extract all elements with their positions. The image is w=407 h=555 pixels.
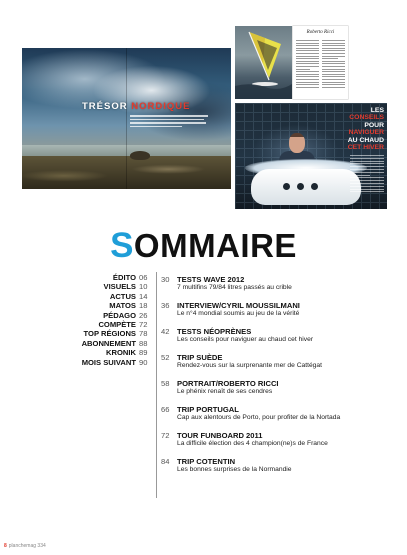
index-page: 14 bbox=[139, 291, 148, 301]
index-row[interactable] bbox=[70, 311, 154, 320]
feature-title: TESTS WAVE 2012 bbox=[177, 275, 245, 284]
feature-page: 66 bbox=[161, 405, 170, 414]
feature-page: 30 bbox=[161, 275, 170, 284]
index-label: KRONIK bbox=[106, 348, 136, 358]
bath-jet bbox=[297, 183, 304, 190]
index-label: PÉDAGO bbox=[103, 310, 136, 320]
headline-line: LES bbox=[370, 107, 384, 114]
headline-line: CET HIVER bbox=[347, 144, 384, 152]
index-page: 06 bbox=[139, 273, 148, 282]
feature-page: 84 bbox=[161, 457, 170, 466]
feature-page: 52 bbox=[161, 353, 170, 362]
article-header: Roberto Ricci bbox=[306, 30, 335, 35]
headline-line: POUR bbox=[364, 121, 384, 129]
feature-title: TRIP COTENTIN bbox=[177, 457, 236, 466]
feature-subtitle: Les conseils pour naviguer au chaud cet hiver bbox=[177, 336, 314, 343]
feature-title: PORTRAIT/ROBERTO RICCI bbox=[177, 379, 279, 388]
spread-title-accent: NORDIQUE bbox=[131, 101, 191, 112]
index-row[interactable] bbox=[70, 320, 154, 329]
article-column-left bbox=[296, 40, 319, 89]
feature-subtitle: Le phénix renaît de ses cendres bbox=[177, 388, 273, 395]
article-page-thumbnail bbox=[293, 26, 348, 99]
title-rest: OMMAIRE bbox=[133, 227, 297, 264]
feature-title: TESTS NÉOPRÈNES bbox=[177, 327, 252, 336]
index-page: 89 bbox=[139, 348, 148, 358]
page-title bbox=[0, 226, 407, 266]
index-label: ACTUS bbox=[109, 291, 136, 301]
windsurf-photo bbox=[235, 26, 292, 99]
feature-title: TRIP PORTUGAL bbox=[177, 405, 239, 414]
feature-subtitle: Le n°4 mondial soumis au jeu de la vérité bbox=[177, 310, 300, 317]
index-row[interactable] bbox=[70, 273, 154, 282]
index-label: MATOS bbox=[109, 301, 136, 311]
index-page: 10 bbox=[139, 282, 148, 292]
footer-page-number: 8 bbox=[4, 543, 7, 549]
article-column-right bbox=[322, 40, 345, 89]
bath-headline bbox=[328, 107, 384, 151]
feature-page: 72 bbox=[161, 431, 170, 440]
index-page: 18 bbox=[139, 301, 148, 311]
feature-subtitle: Rendez-vous sur la surprenante mer de Cattégat bbox=[177, 362, 322, 369]
index-row[interactable] bbox=[70, 339, 154, 348]
title-first-letter: S bbox=[110, 226, 134, 265]
bathtub bbox=[251, 169, 361, 205]
neoprene-feature-photo bbox=[235, 103, 387, 209]
spread-intro-text bbox=[130, 115, 210, 129]
column-divider bbox=[156, 272, 157, 498]
index-row[interactable] bbox=[70, 348, 154, 357]
index-label: VISUELS bbox=[103, 282, 136, 292]
feature-photo-spread bbox=[22, 48, 231, 189]
index-row[interactable] bbox=[70, 282, 154, 291]
feature-subtitle: Cap aux alentours de Porto, pour profiter de la Nortada bbox=[177, 414, 341, 421]
feature-subtitle: 7 multifins 79/84 litres passés au crible bbox=[177, 284, 292, 291]
feature-subtitle: Les bonnes surprises de la Normandie bbox=[177, 466, 292, 473]
bath-jet bbox=[311, 183, 318, 190]
page-footer bbox=[4, 543, 46, 549]
index-page: 26 bbox=[139, 310, 148, 320]
index-label: MOIS SUIVANT bbox=[81, 357, 136, 367]
index-label: COMPÈTE bbox=[98, 319, 136, 329]
index-row[interactable] bbox=[70, 301, 154, 310]
index-label: TOP RÉGIONS bbox=[83, 329, 136, 339]
section-index bbox=[70, 273, 154, 367]
page-gutter bbox=[126, 48, 127, 189]
footer-text: planchemag 334 bbox=[8, 543, 46, 549]
index-page: 72 bbox=[139, 319, 148, 329]
feature-page: 58 bbox=[161, 379, 170, 388]
rock bbox=[130, 151, 150, 160]
index-page: 78 bbox=[139, 329, 148, 339]
index-page: 90 bbox=[139, 357, 148, 367]
spread-title bbox=[82, 101, 190, 112]
headline-line: NAVIGUER bbox=[348, 129, 384, 137]
index-row[interactable] bbox=[70, 292, 154, 301]
index-page: 88 bbox=[139, 338, 148, 348]
headline-line: CONSEILS bbox=[349, 114, 384, 122]
feature-title: TOUR FUNBOARD 2011 bbox=[177, 431, 263, 440]
bath-jet bbox=[283, 183, 290, 190]
person-head bbox=[289, 133, 305, 153]
index-label: ABONNEMENT bbox=[81, 338, 136, 348]
feature-title: TRIP SUÈDE bbox=[177, 353, 223, 362]
index-label: ÉDITO bbox=[112, 273, 136, 282]
index-row[interactable] bbox=[70, 358, 154, 367]
feature-title: INTERVIEW/CYRIL MOUSSILMANI bbox=[177, 301, 300, 310]
headline-line: AU CHAUD bbox=[347, 136, 384, 144]
feature-page: 36 bbox=[161, 301, 170, 310]
feature-page: 42 bbox=[161, 327, 170, 336]
bath-body-text bbox=[350, 155, 384, 194]
index-row[interactable] bbox=[70, 329, 154, 338]
feature-subtitle: La difficile élection des 4 champion(ne)s de France bbox=[177, 440, 328, 447]
spread-title-lead: TRÉSOR bbox=[82, 101, 128, 112]
